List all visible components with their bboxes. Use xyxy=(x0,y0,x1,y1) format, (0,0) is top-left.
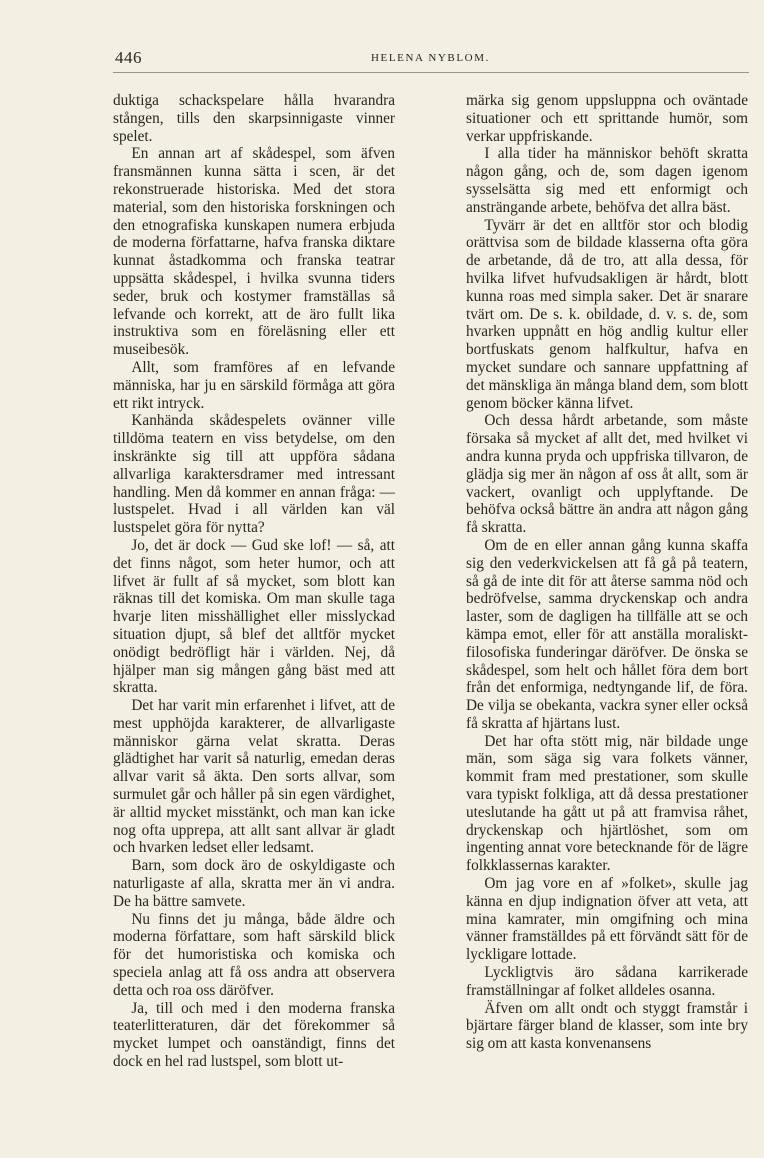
paragraph: Nu finns det ju många, både äldre och moderna författare, som haft särskild blick för det humoristiska och komiska och speciela anlag att få oss andra att observera detta och roa oss däröfver. xyxy=(113,910,395,999)
paragraph: Kanhända skådespelets ovänner ville tilldöma teatern en viss betydelse, om den inskränkte sig till att uppföra sådana allvarliga karaktersdramer med intressant handling. Men då kommer en annan fråga: — lustspelet. Hvad i all världen kan väl lustspelet göra för nytta? xyxy=(113,412,395,537)
paragraph: duktiga schackspelare hålla hvarandra stången, tills den skarpsinnigaste vinner spelet. xyxy=(113,92,395,145)
paragraph: Och dessa hårdt arbetande, som måste försaka så mycket af allt det, med hvilket vi andra kunna pryda och uppfriska tillvaron, de glädja sig mer än någon af oss åt allt, som är vackert, ovanligt och upplyftande. De behöfva också bättre än andra att någon gång få skratta. xyxy=(466,412,748,537)
paragraph: Barn, som dock äro de oskyldigaste och naturligaste af alla, skratta mer än vi andra. De ha bättre samvete. xyxy=(113,857,395,910)
paragraph: Det har varit min erfarenhet i lifvet, att de mest upphöjda karakterer, de allvarligaste människor gärna velat skratta. Deras glädtighet har varit så naturlig, emedan deras allvar varit så äkta. Den sorts allvar, som surmulet går och håller på sin egen värdighet, är alltid mycket misstänkt, och man kan icke nog ofta upprepa, att allt sant allvar är gladt och hvarken ledset eller ledsamt. xyxy=(113,697,395,857)
paragraph: Jo, det är dock — Gud ske lof! — så, att det finns något, som heter humor, och att lifvet är fullt af så mycket, som blott kan räknas till det komiska. Om man skulle taga hvarje liten misshällighet eller misslyckad situation djupt, så blef det alltför mycket onödigt bedröfligt här i världen. Nej, då hjälper man sig mången gång bäst med att skratta. xyxy=(113,536,395,697)
paragraph: Om jag vore en af »folket», skulle jag känna en djup indignation öfver att veta, att mina kamrater, min omgifning och mina vänner framställdes på ett förvändt sätt för de lyckligare lottade. xyxy=(466,875,748,964)
paragraph: Lyckligtvis äro sådana karrikerade framställningar af folket alldeles osanna. xyxy=(466,964,748,999)
page-header xyxy=(113,46,749,73)
running-head: HELENA NYBLOM. xyxy=(371,52,490,64)
paragraph: Tyvärr är det en alltför stor och blodig orättvisa som de bildade klasserna ofta göra de arbetande, då de tro, att alla dessa, för hvilka lifvet hufvudsakligen är hårdt, blott kunna roas med simpla saker. Det är snarare tvärt om. De s. k. obildade, d. v. s. de, som hvarken uppnått en hög andlig kultur eller bortfuskats genom halfkultur, hafva en mycket sundare och sannare uppfattning af det mänskliga än många bland dem, som blott genom böcker känna lifvet. xyxy=(466,216,748,412)
paragraph: En annan art af skådespel, som äfven fransmännen kunna sätta i scen, är det rekonstruerade historiska. Med det stora material, som den historiska forskningen och den etnografiska kunskapen numera erbjuda de moderna författarne, hafva franska diktare kunnat åstadkomma och franska teatrar uppsätta skådespel, i hvilka svunna tiders seder, bruk och kostymer framställas så lefvande och korrekt, att de äro fullt lika instruktiva som en föreläsning eller ett museibesök. xyxy=(113,145,395,359)
paragraph: I alla tider ha människor behöft skratta någon gång, och de, som dagen igenom sysselsätta sig med ett enformigt och ansträngande arbete, behöfva det allra bäst. xyxy=(466,145,748,216)
paragraph: Allt, som framföres af en lefvande människa, har ju en särskild förmåga att göra ett rikt intryck. xyxy=(113,358,395,412)
page-number: 446 xyxy=(115,48,142,67)
paragraph: Det har ofta stött mig, när bildade unge män, som säga sig vara folkets vänner, kommit fram med prestationer, som skulle vara typiskt folkliga, att då dessa prestationer uteslutande ha gått ut på att framvisa råhet, dryckenskap och hjärtlöshet, som om ingenting annat vore betecknande för de lägre folkklassernas karakter. xyxy=(466,732,748,875)
paragraph: Ja, till och med i den moderna franska teaterlitteraturen, där det förekommer så mycket lumpet och oanständigt, finns det dock en hel rad lustspel, som blott ut- xyxy=(113,999,395,1071)
right-column xyxy=(466,92,748,1053)
paragraph: märka sig genom uppsluppna och oväntade situationer och ett sprittande humör, som verkar uppfriskande. xyxy=(466,92,748,145)
paragraph: Äfven om allt ondt och styggt framstår i bjärtare färger bland de klasser, som inte bry sig om att kasta konvenansens xyxy=(466,999,748,1053)
paragraph: Om de en eller annan gång kunna skaffa sig den vederkvickelsen att få gå på teatern, så gå de inte dit för att återse samma nöd och bedröfvelse, samma dryckenskap och andra laster, som de dagligen ha tillfälle att se och kämpa emot, eller för att anställa moraliskt-filosofiska funderingar däröfver. De önska se skådespel, som helt och hållet föra dem bort från det enformiga, nedtyngande lif, de föra. De vilja se obekanta, vackra syner eller också få skratta af hjärtans lust. xyxy=(466,536,748,732)
left-column xyxy=(113,92,395,1071)
